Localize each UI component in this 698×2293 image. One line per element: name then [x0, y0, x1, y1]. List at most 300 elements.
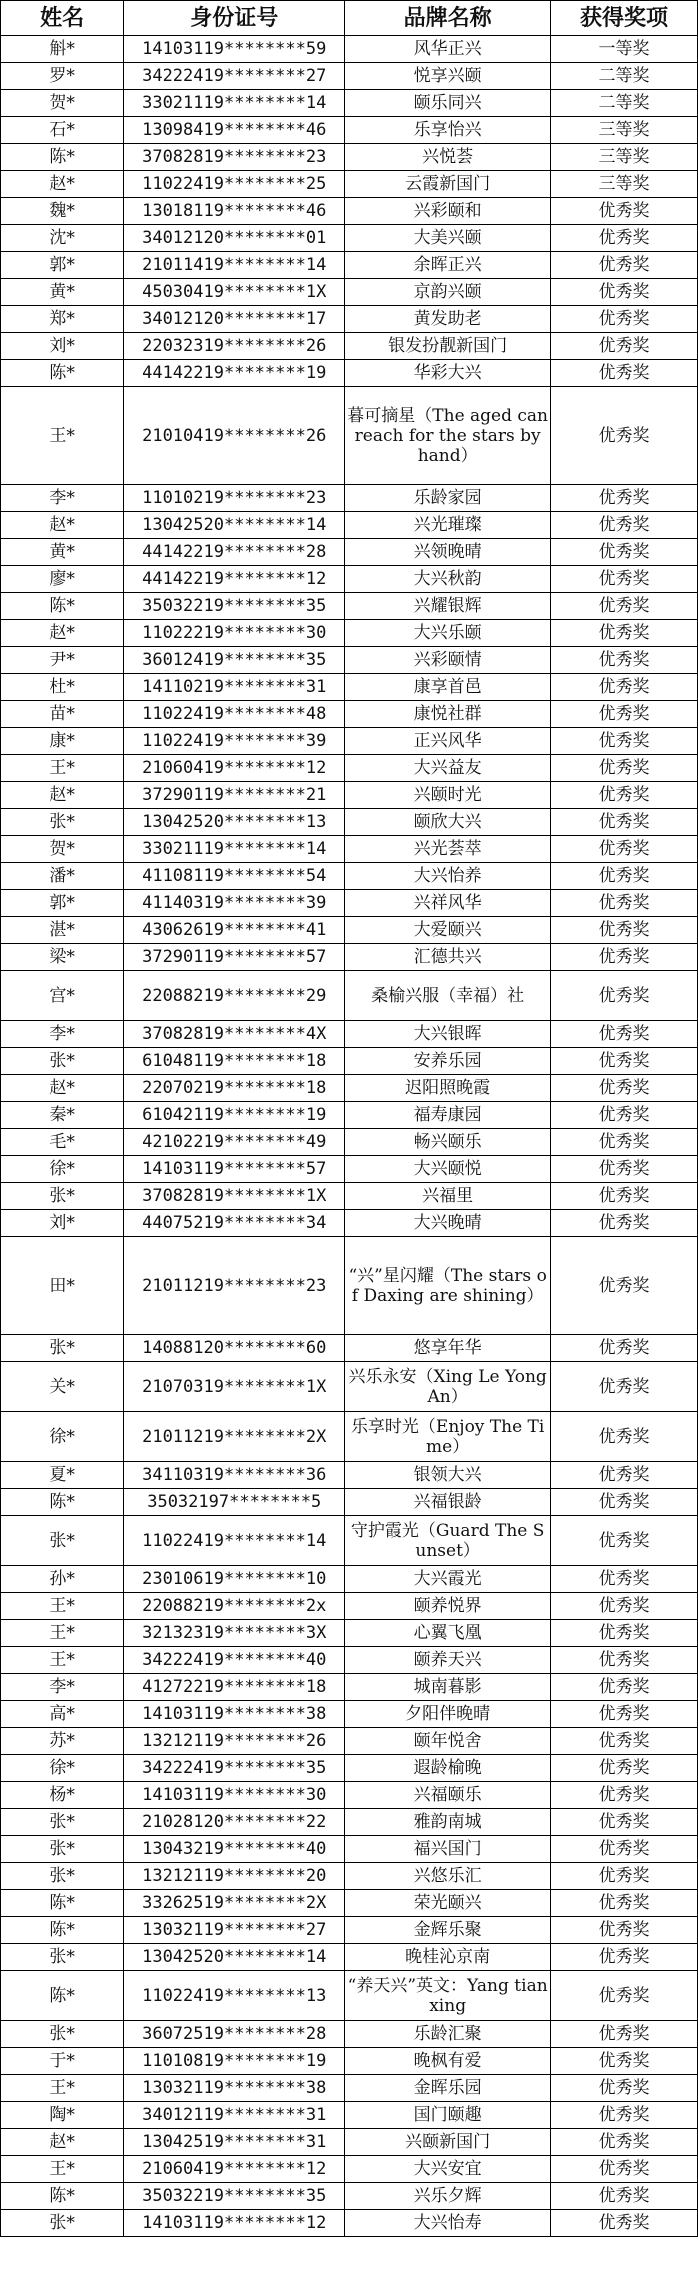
cell-id-number: 13042520********14	[124, 512, 345, 539]
table-row	[1, 1917, 698, 1944]
cell-name: 杨*	[1, 1782, 124, 1809]
cell-name: 陈*	[1, 360, 124, 387]
cell-id-number: 37082819********1X	[124, 1183, 345, 1210]
cell-name: 王*	[1, 1620, 124, 1647]
cell-award: 优秀奖	[551, 279, 698, 306]
cell-award: 优秀奖	[551, 917, 698, 944]
cell-brand-name: 金辉乐聚	[345, 1917, 551, 1944]
cell-id-number: 34222419********40	[124, 1647, 345, 1674]
cell-brand-name: 兴耀银辉	[345, 593, 551, 620]
cell-brand-name: 银发扮靓新国门	[345, 333, 551, 360]
cell-brand-name: 悠享年华	[345, 1335, 551, 1362]
table-row	[1, 387, 698, 485]
cell-name: 关*	[1, 1362, 124, 1412]
cell-brand-name: 福寿康园	[345, 1102, 551, 1129]
cell-id-number: 13032119********38	[124, 2075, 345, 2102]
cell-brand-name: 大兴安宜	[345, 2156, 551, 2183]
cell-brand-name: 汇德共兴	[345, 944, 551, 971]
table-row	[1, 198, 698, 225]
cell-name: 郑*	[1, 306, 124, 333]
table-row	[1, 171, 698, 198]
cell-name: 徐*	[1, 1156, 124, 1183]
cell-id-number: 34110319********36	[124, 1462, 345, 1489]
table-row	[1, 360, 698, 387]
table-row	[1, 1335, 698, 1362]
cell-id-number: 23010619********10	[124, 1566, 345, 1593]
cell-name: 张*	[1, 1335, 124, 1362]
table-body	[1, 36, 698, 2237]
cell-award: 优秀奖	[551, 1489, 698, 1516]
cell-id-number: 22070219********18	[124, 1075, 345, 1102]
cell-id-number: 21060419********12	[124, 2156, 345, 2183]
cell-brand-name: 兴福里	[345, 1183, 551, 1210]
cell-award: 优秀奖	[551, 198, 698, 225]
cell-award: 优秀奖	[551, 2075, 698, 2102]
cell-award: 三等奖	[551, 171, 698, 198]
cell-brand-name: 兴颐时光	[345, 782, 551, 809]
cell-id-number: 45030419********1X	[124, 279, 345, 306]
cell-award: 优秀奖	[551, 836, 698, 863]
cell-award: 优秀奖	[551, 2048, 698, 2075]
cell-name: 赵*	[1, 1075, 124, 1102]
table-row	[1, 1516, 698, 1566]
cell-award: 三等奖	[551, 117, 698, 144]
table-row	[1, 1021, 698, 1048]
cell-id-number: 14103119********57	[124, 1156, 345, 1183]
cell-brand-name: 颐养悦界	[345, 1593, 551, 1620]
cell-award: 优秀奖	[551, 2156, 698, 2183]
table-row	[1, 782, 698, 809]
cell-name: 秦*	[1, 1102, 124, 1129]
table-row	[1, 1944, 698, 1971]
cell-id-number: 14103119********59	[124, 36, 345, 63]
cell-id-number: 34222419********27	[124, 63, 345, 90]
cell-award: 优秀奖	[551, 1129, 698, 1156]
cell-name: 徐*	[1, 1412, 124, 1462]
cell-brand-name: 华彩大兴	[345, 360, 551, 387]
cell-name: 尹*	[1, 647, 124, 674]
cell-id-number: 21011219********2X	[124, 1412, 345, 1462]
table-row	[1, 306, 698, 333]
cell-award: 优秀奖	[551, 1335, 698, 1362]
cell-award: 优秀奖	[551, 2210, 698, 2237]
cell-brand-name: 守护霞光（Guard The Sunset）	[345, 1516, 551, 1566]
cell-brand-name: 城南暮影	[345, 1674, 551, 1701]
cell-name: 王*	[1, 755, 124, 782]
cell-brand-name: 大兴怡养	[345, 863, 551, 890]
cell-award: 优秀奖	[551, 593, 698, 620]
cell-brand-name: 风华正兴	[345, 36, 551, 63]
cell-brand-name: 颐欣大兴	[345, 809, 551, 836]
cell-id-number: 21011419********14	[124, 252, 345, 279]
cell-name: 李*	[1, 1021, 124, 1048]
cell-id-number: 37082819********23	[124, 144, 345, 171]
cell-brand-name: 乐龄汇聚	[345, 2021, 551, 2048]
cell-name: 苗*	[1, 701, 124, 728]
cell-name: 张*	[1, 1944, 124, 1971]
cell-award: 优秀奖	[551, 1462, 698, 1489]
table-row	[1, 863, 698, 890]
cell-brand-name: 黄发助老	[345, 306, 551, 333]
cell-award: 优秀奖	[551, 225, 698, 252]
cell-brand-name: 大兴益友	[345, 755, 551, 782]
cell-id-number: 22032319********26	[124, 333, 345, 360]
table-row	[1, 1755, 698, 1782]
cell-name: 斛*	[1, 36, 124, 63]
cell-name: 梁*	[1, 944, 124, 971]
cell-name: 陶*	[1, 2102, 124, 2129]
header-name: 姓名	[1, 1, 124, 36]
cell-name: 王*	[1, 2075, 124, 2102]
cell-award: 优秀奖	[551, 1755, 698, 1782]
table-row	[1, 1620, 698, 1647]
cell-name: 宫*	[1, 971, 124, 1021]
table-row	[1, 1210, 698, 1237]
table-row	[1, 512, 698, 539]
cell-name: 赵*	[1, 2129, 124, 2156]
cell-name: 湛*	[1, 917, 124, 944]
cell-id-number: 13042520********14	[124, 1944, 345, 1971]
cell-id-number: 35032219********35	[124, 593, 345, 620]
cell-award: 优秀奖	[551, 1048, 698, 1075]
cell-award: 优秀奖	[551, 890, 698, 917]
cell-id-number: 21028120********22	[124, 1809, 345, 1836]
cell-brand-name: 京韵兴颐	[345, 279, 551, 306]
cell-name: 黄*	[1, 539, 124, 566]
table-row	[1, 1593, 698, 1620]
table-row	[1, 1362, 698, 1412]
cell-id-number: 21070319********1X	[124, 1362, 345, 1412]
cell-name: 魏*	[1, 198, 124, 225]
cell-brand-name: 康享首邑	[345, 674, 551, 701]
cell-id-number: 44142219********19	[124, 360, 345, 387]
table-row	[1, 279, 698, 306]
table-row	[1, 1412, 698, 1462]
table-row	[1, 1102, 698, 1129]
cell-name: 郭*	[1, 252, 124, 279]
cell-award: 优秀奖	[551, 306, 698, 333]
cell-name: 高*	[1, 1701, 124, 1728]
cell-award: 优秀奖	[551, 647, 698, 674]
table-row	[1, 63, 698, 90]
cell-id-number: 14103119********30	[124, 1782, 345, 1809]
cell-id-number: 13212119********26	[124, 1728, 345, 1755]
cell-brand-name: 雅韵南城	[345, 1809, 551, 1836]
cell-award: 优秀奖	[551, 1674, 698, 1701]
cell-name: 张*	[1, 1183, 124, 1210]
cell-id-number: 14088120********60	[124, 1335, 345, 1362]
cell-award: 优秀奖	[551, 1647, 698, 1674]
cell-brand-name: 乐享怡兴	[345, 117, 551, 144]
cell-id-number: 36072519********28	[124, 2021, 345, 2048]
cell-brand-name: 金晖乐园	[345, 2075, 551, 2102]
cell-award: 优秀奖	[551, 1917, 698, 1944]
cell-award: 优秀奖	[551, 971, 698, 1021]
cell-award: 优秀奖	[551, 1156, 698, 1183]
table-row	[1, 539, 698, 566]
table-row	[1, 2048, 698, 2075]
cell-id-number: 21011219********23	[124, 1237, 345, 1335]
cell-brand-name: 银领大兴	[345, 1462, 551, 1489]
cell-id-number: 13043219********40	[124, 1836, 345, 1863]
cell-award: 优秀奖	[551, 539, 698, 566]
cell-name: 王*	[1, 387, 124, 485]
cell-award: 一等奖	[551, 36, 698, 63]
cell-award: 优秀奖	[551, 1566, 698, 1593]
cell-brand-name: “养天兴”英文：Yang tianxing	[345, 1971, 551, 2021]
cell-brand-name: 余晖正兴	[345, 252, 551, 279]
cell-name: 夏*	[1, 1462, 124, 1489]
cell-id-number: 22088219********29	[124, 971, 345, 1021]
header-id: 身份证号	[124, 1, 345, 36]
cell-name: 田*	[1, 1237, 124, 1335]
cell-name: 李*	[1, 485, 124, 512]
cell-id-number: 21060419********12	[124, 755, 345, 782]
cell-id-number: 13018119********46	[124, 198, 345, 225]
cell-award: 优秀奖	[551, 566, 698, 593]
cell-award: 优秀奖	[551, 1593, 698, 1620]
cell-id-number: 33021119********14	[124, 836, 345, 863]
cell-id-number: 14110219********31	[124, 674, 345, 701]
cell-name: 贺*	[1, 836, 124, 863]
cell-award: 优秀奖	[551, 1362, 698, 1412]
cell-id-number: 41140319********39	[124, 890, 345, 917]
table-row	[1, 1075, 698, 1102]
cell-award: 优秀奖	[551, 333, 698, 360]
cell-name: 赵*	[1, 171, 124, 198]
cell-name: 张*	[1, 1048, 124, 1075]
cell-award: 优秀奖	[551, 360, 698, 387]
cell-award: 优秀奖	[551, 1210, 698, 1237]
cell-brand-name: 桑榆兴服（幸福）社	[345, 971, 551, 1021]
table-row	[1, 2129, 698, 2156]
cell-name: 郭*	[1, 890, 124, 917]
cell-brand-name: 大兴晚晴	[345, 1210, 551, 1237]
cell-id-number: 11022419********39	[124, 728, 345, 755]
cell-id-number: 11010819********19	[124, 2048, 345, 2075]
cell-award: 优秀奖	[551, 1728, 698, 1755]
cell-id-number: 11022419********13	[124, 1971, 345, 2021]
cell-brand-name: 大爱颐兴	[345, 917, 551, 944]
table-row	[1, 1048, 698, 1075]
cell-award: 优秀奖	[551, 2183, 698, 2210]
table-row	[1, 1674, 698, 1701]
cell-id-number: 13042520********13	[124, 809, 345, 836]
cell-name: 陈*	[1, 1971, 124, 2021]
cell-brand-name: “兴”星闪耀（The stars of Daxing are shining）	[345, 1237, 551, 1335]
table-row	[1, 1566, 698, 1593]
cell-name: 苏*	[1, 1728, 124, 1755]
cell-id-number: 33021119********14	[124, 90, 345, 117]
cell-name: 罗*	[1, 63, 124, 90]
cell-award: 优秀奖	[551, 782, 698, 809]
cell-brand-name: 兴彩颐情	[345, 647, 551, 674]
cell-name: 陈*	[1, 593, 124, 620]
cell-brand-name: 兴光荟萃	[345, 836, 551, 863]
cell-award: 优秀奖	[551, 1944, 698, 1971]
table-row	[1, 809, 698, 836]
cell-id-number: 41108119********54	[124, 863, 345, 890]
cell-id-number: 13032119********27	[124, 1917, 345, 1944]
cell-name: 王*	[1, 1593, 124, 1620]
cell-id-number: 42102219********49	[124, 1129, 345, 1156]
table-row	[1, 225, 698, 252]
cell-brand-name: 大兴乐颐	[345, 620, 551, 647]
cell-name: 张*	[1, 1836, 124, 1863]
cell-award: 优秀奖	[551, 387, 698, 485]
table-row	[1, 1971, 698, 2021]
table-row	[1, 144, 698, 171]
cell-name: 孙*	[1, 1566, 124, 1593]
cell-name: 廖*	[1, 566, 124, 593]
table-row	[1, 647, 698, 674]
cell-name: 张*	[1, 1809, 124, 1836]
table-row	[1, 36, 698, 63]
table-row	[1, 1156, 698, 1183]
cell-brand-name: 云霞新国门	[345, 171, 551, 198]
cell-name: 王*	[1, 1647, 124, 1674]
cell-name: 于*	[1, 2048, 124, 2075]
cell-id-number: 11022419********14	[124, 1516, 345, 1566]
cell-id-number: 44142219********28	[124, 539, 345, 566]
cell-brand-name: 兴悠乐汇	[345, 1863, 551, 1890]
cell-name: 陈*	[1, 2183, 124, 2210]
table-row	[1, 117, 698, 144]
table-row	[1, 971, 698, 1021]
cell-award: 优秀奖	[551, 2102, 698, 2129]
cell-id-number: 61042119********19	[124, 1102, 345, 1129]
cell-award: 优秀奖	[551, 728, 698, 755]
cell-brand-name: 乐享时光（Enjoy The Time）	[345, 1412, 551, 1462]
cell-id-number: 22088219********2x	[124, 1593, 345, 1620]
cell-award: 优秀奖	[551, 1701, 698, 1728]
cell-brand-name: 荣光颐兴	[345, 1890, 551, 1917]
cell-name: 陈*	[1, 1489, 124, 1516]
table-row	[1, 1701, 698, 1728]
cell-award: 优秀奖	[551, 1183, 698, 1210]
table-row	[1, 1462, 698, 1489]
cell-award: 优秀奖	[551, 755, 698, 782]
cell-name: 陈*	[1, 1917, 124, 1944]
cell-brand-name: 大兴银晖	[345, 1021, 551, 1048]
cell-name: 徐*	[1, 1755, 124, 1782]
cell-award: 优秀奖	[551, 674, 698, 701]
cell-id-number: 61048119********18	[124, 1048, 345, 1075]
table-row	[1, 2183, 698, 2210]
table-row	[1, 701, 698, 728]
table-row	[1, 1809, 698, 1836]
cell-brand-name: 兴彩颐和	[345, 198, 551, 225]
cell-award: 优秀奖	[551, 620, 698, 647]
cell-name: 赵*	[1, 512, 124, 539]
table-row	[1, 1647, 698, 1674]
table-row	[1, 485, 698, 512]
cell-id-number: 11010219********23	[124, 485, 345, 512]
cell-award: 优秀奖	[551, 1971, 698, 2021]
cell-brand-name: 颐养天兴	[345, 1647, 551, 1674]
cell-name: 张*	[1, 809, 124, 836]
cell-name: 王*	[1, 2156, 124, 2183]
table-row	[1, 1782, 698, 1809]
cell-id-number: 34222419********35	[124, 1755, 345, 1782]
cell-name: 赵*	[1, 620, 124, 647]
cell-award: 二等奖	[551, 63, 698, 90]
cell-brand-name: 暮可摘星（The aged can reach for the stars by hand）	[345, 387, 551, 485]
cell-award: 优秀奖	[551, 1809, 698, 1836]
cell-id-number: 34012120********01	[124, 225, 345, 252]
cell-brand-name: 兴颐新国门	[345, 2129, 551, 2156]
cell-name: 张*	[1, 2210, 124, 2237]
header-row	[1, 1, 698, 36]
table-row	[1, 836, 698, 863]
cell-brand-name: 正兴风华	[345, 728, 551, 755]
cell-brand-name: 悦享兴颐	[345, 63, 551, 90]
table-row	[1, 566, 698, 593]
cell-name: 康*	[1, 728, 124, 755]
table-row	[1, 1863, 698, 1890]
cell-brand-name: 畅兴颐乐	[345, 1129, 551, 1156]
cell-name: 潘*	[1, 863, 124, 890]
cell-brand-name: 大兴霞光	[345, 1566, 551, 1593]
cell-id-number: 13042519********31	[124, 2129, 345, 2156]
cell-id-number: 21010419********26	[124, 387, 345, 485]
table-row	[1, 593, 698, 620]
cell-brand-name: 兴福颐乐	[345, 1782, 551, 1809]
cell-name: 贺*	[1, 90, 124, 117]
cell-id-number: 34012120********17	[124, 306, 345, 333]
cell-award: 优秀奖	[551, 1021, 698, 1048]
cell-award: 三等奖	[551, 144, 698, 171]
cell-award: 优秀奖	[551, 1782, 698, 1809]
cell-id-number: 36012419********35	[124, 647, 345, 674]
cell-id-number: 37290119********57	[124, 944, 345, 971]
cell-brand-name: 颐乐同兴	[345, 90, 551, 117]
cell-id-number: 14103119********12	[124, 2210, 345, 2237]
cell-id-number: 13212119********20	[124, 1863, 345, 1890]
table-row	[1, 917, 698, 944]
cell-brand-name: 大兴怡寿	[345, 2210, 551, 2237]
cell-award: 优秀奖	[551, 1620, 698, 1647]
cell-name: 陈*	[1, 144, 124, 171]
cell-id-number: 32132319********3X	[124, 1620, 345, 1647]
cell-award: 优秀奖	[551, 1836, 698, 1863]
cell-award: 优秀奖	[551, 809, 698, 836]
cell-id-number: 11022419********48	[124, 701, 345, 728]
table-row	[1, 252, 698, 279]
table-row	[1, 620, 698, 647]
cell-brand-name: 兴悦荟	[345, 144, 551, 171]
cell-id-number: 35032197********5	[124, 1489, 345, 1516]
table-row	[1, 1489, 698, 1516]
table-row	[1, 728, 698, 755]
table-row	[1, 333, 698, 360]
table-row	[1, 2156, 698, 2183]
cell-brand-name: 安养乐园	[345, 1048, 551, 1075]
cell-brand-name: 兴乐永安（Xing Le Yong An）	[345, 1362, 551, 1412]
cell-name: 张*	[1, 1516, 124, 1566]
cell-award: 优秀奖	[551, 485, 698, 512]
table-row	[1, 2075, 698, 2102]
cell-id-number: 37290119********21	[124, 782, 345, 809]
cell-award: 优秀奖	[551, 1516, 698, 1566]
cell-id-number: 11022219********30	[124, 620, 345, 647]
cell-id-number: 34012119********31	[124, 2102, 345, 2129]
table-row	[1, 674, 698, 701]
cell-award: 优秀奖	[551, 2129, 698, 2156]
table-row	[1, 1890, 698, 1917]
header-brand: 品牌名称	[345, 1, 551, 36]
cell-name: 毛*	[1, 1129, 124, 1156]
